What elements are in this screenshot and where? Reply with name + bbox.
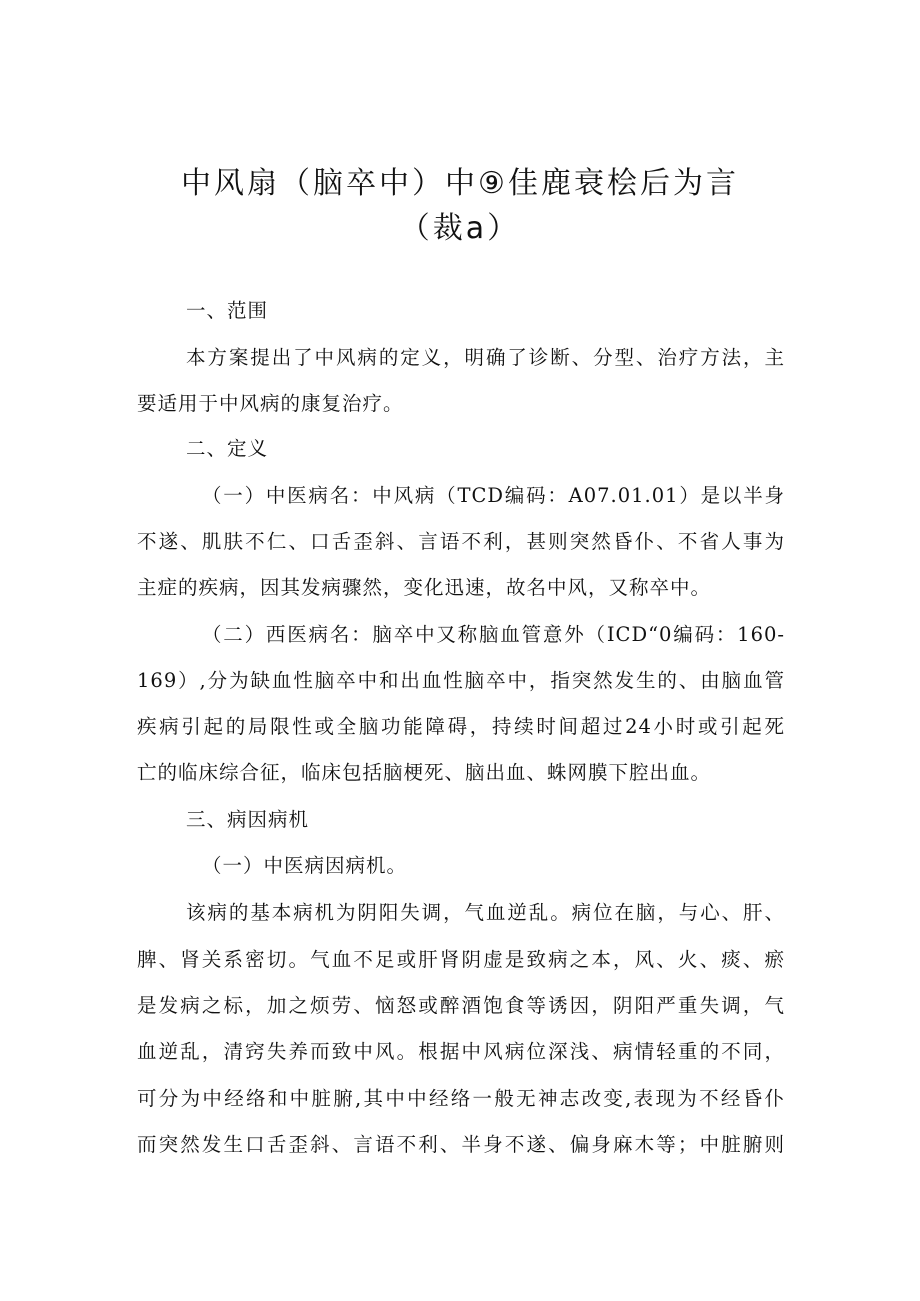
section-heading-definition: 二、定义 (186, 437, 269, 460)
paragraph-line: （一）中医病名：中风病（TCD编码：A07.01.01）是以半身 (202, 484, 785, 507)
paragraph-line: 疾病引起的局限性或全脑功能障碍，持续时间超过24小时或引起死 (137, 715, 785, 738)
paragraph-line: 亡的临床综合征，临床包括脑梗死、脑出血、蛛网膜下腔出血。 (137, 761, 712, 784)
document-title: 中风扇（脑卒中）中⑨佳鹿衰桧后为言 (181, 166, 739, 201)
document-subtitle: （裁a） (399, 211, 521, 246)
section-heading-scope: 一、范围 (186, 299, 269, 322)
paragraph-line: 脾、肾关系密切。气血不足或肝肾阴虚是致病之本，风、火、痰、瘀 (137, 948, 785, 971)
paragraph-line: 要适用于中风病的康复治疗。 (137, 392, 404, 415)
paragraph-line: 该病的基本病机为阴阳失调，气血逆乱。病位在脑，与心、肝、 (186, 901, 785, 924)
paragraph-line: 而突然发生口舌歪斜、言语不利、半身不遂、偏身麻木等；中脏腑则 (137, 1133, 785, 1156)
paragraph-line: 主症的疾病，因其发病骤然，变化迅速，故名中风，又称卒中。 (137, 576, 712, 599)
subsection-heading: （一）中医病因病机。 (202, 854, 408, 877)
paragraph-line: （二）西医病名：脑卒中又称脑血管意外（ICD“0编码：160- (202, 623, 785, 646)
paragraph-line: 本方案提出了中风病的定义，明确了诊断、分型、治疗方法，主 (186, 346, 785, 369)
paragraph-line: 是发病之标，加之烦劳、恼怒或醉酒饱食等诱因，阴阳严重失调，气 (137, 994, 785, 1017)
paragraph-line: 血逆乱，清窍失养而致中风。根据中风病位深浅、病情轻重的不同， (137, 1040, 785, 1063)
paragraph-line: 可分为中经络和中脏腑,其中中经络一般无神志改变,表现为不经昏仆 (137, 1087, 785, 1110)
paragraph-line: 169）,分为缺血性脑卒中和出血性脑卒中，指突然发生的、由脑血管 (137, 669, 785, 692)
section-heading-etiology: 三、病因病机 (186, 808, 310, 831)
paragraph-line: 不遂、肌肤不仁、口舌歪斜、言语不利，甚则突然昏仆、不省人事为 (137, 530, 785, 553)
